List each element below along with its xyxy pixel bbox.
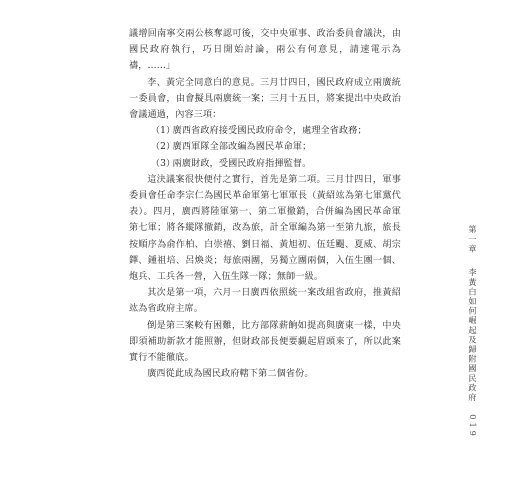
list-item-number: （1） — [150, 126, 176, 137]
list-item-2 — [129, 139, 401, 155]
list-item-number: （2） — [150, 142, 176, 153]
list-item-1 — [129, 123, 401, 139]
list-item-text: 廣西軍隊全部改編為國民革命軍； — [172, 142, 312, 153]
body-text — [129, 26, 401, 382]
list-item-text: 兩廣財政，受國民政府指揮監督。 — [172, 158, 312, 169]
page-number: 019 — [468, 414, 478, 439]
list-item-3 — [129, 156, 401, 172]
paragraph-implementation: 這決議案很快便付之實行，首先是第二項。三月廿四日，軍事委員會任命李宗仁為國民革命軍第七軍軍長（黃紹竑為第七軍黨代表）。四月，廣西將陸軍第一、第二軍撤銷，合併編為國民革命軍第七軍；將各縱隊撤銷，改為旅，計全軍編為第一至第九旅，旅長按順序為俞作柏、白崇禧、劉日福、黃旭初、伍廷颺、夏威、胡宗鐸、鍾祖培、呂煥炎；每旅兩團，另獨立團兩個，入伍生團一個、炮兵、工兵各一營，入伍生隊一隊；無師一級。 — [129, 174, 401, 283]
chapter-title: 李黃白如何崛起及歸附國民政府 — [468, 267, 478, 403]
list-item-text: 廣西省政府接受國民政府命令，處理全省政務； — [172, 126, 367, 137]
paragraph-finance-difficulty: 倒是第三案較有困難，比方部隊薪餉如提高與廣東一樣，中央即須補助新款才能照辦，但財政部長便要覷起眉頭來了，所以此案實行不能徹底。 — [129, 320, 401, 364]
list-item-number: （3） — [150, 158, 176, 169]
side-running-header — [467, 225, 479, 439]
paragraph-telegram-end: 議增回南寧交兩公核奪認可後，交中央軍事、政治委員會議決，由國民政府執行，巧日開始討論，兩公有何意見，請速電示為禱，……」 — [129, 29, 401, 72]
paragraph-unification-committee: 李、黃完全同意白的意見。三月廿四日，國民政府成立兩廣統一委員會，由會擬具兩廣統一案；三月十五日，將案提出中央政治會議通過，內容三項： — [129, 77, 401, 121]
paragraph-conclusion: 廣西從此成為國民政府轄下第二個省份。 — [147, 369, 314, 380]
paragraph-provincial-government: 其次是第一項，六月一日廣西依照統一案改組省政府，推黃紹竑為省政府主席。 — [129, 288, 401, 315]
chapter-label: 第一章 — [468, 225, 478, 254]
